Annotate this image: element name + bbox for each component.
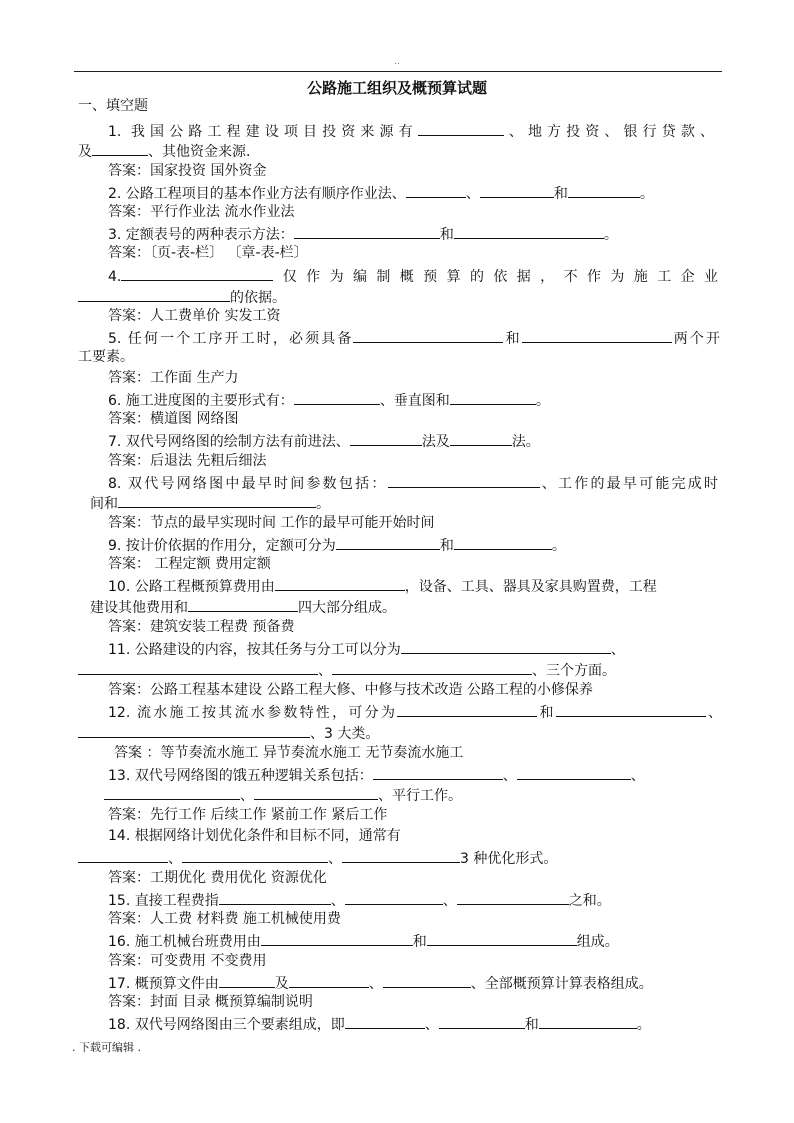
question-13-line-2: 、 、平行工作。: [104, 786, 462, 804]
question-8-line-1: 8. 双代号网络图中最早时间参数包括： 、工作的最早可能完成时: [108, 476, 719, 492]
answer-15: 答案：人工费 材料费 施工机械使用费: [108, 911, 341, 927]
answer-6: 答案：横道图 网络图: [108, 411, 239, 427]
question-8-line-2: 间和 。: [90, 496, 330, 512]
answer-4: 答案：人工费单价 实发工资: [108, 308, 281, 324]
header-rule: [74, 71, 722, 72]
question-14-line-2: 、 、 3 种优化形式。: [78, 849, 557, 867]
question-15: 15. 直接工程费指 、 、 之和。: [108, 893, 611, 909]
footer-note: . 下载可编辑 .: [72, 1041, 141, 1054]
question-14-line-1: 14. 根据网络计划优化条件和目标不同，通常有: [108, 828, 401, 844]
answer-16: 答案：可变费用 不变费用: [108, 953, 267, 969]
page-title: 公路施工组织及概预算试题: [306, 79, 487, 97]
answer-10: 答案：建筑安装工程费 预备费: [108, 619, 295, 635]
question-17: 17. 概预算文件由 及 、 、全部概预算计算表格组成。: [108, 976, 653, 992]
answer-5: 答案：工作面 生产力: [108, 370, 239, 386]
question-2: 2. 公路工程项目的基本作业方法有顺序作业法、 、 和 。: [108, 186, 654, 202]
question-4-line-2: 的依据。: [78, 288, 286, 306]
answer-2: 答案：平行作业法 流水作业法: [108, 204, 295, 220]
answer-17: 答案：封面 目录 概预算编制说明: [108, 994, 313, 1010]
answer-14: 答案：工期优化 费用优化 资源优化: [108, 870, 327, 886]
question-16: 16. 施工机械台班费用由 和 组成。: [108, 934, 619, 950]
question-4-line-1: 4. 仅作为编制概预算的依据，不作为施工企业: [108, 269, 718, 285]
answer-9: 答案： 工程定额 费用定额: [108, 556, 271, 572]
question-5-line-1: 5. 任何一个工序开工时，必须具备 和 两个开: [108, 331, 720, 347]
question-12-line-1: 12. 流水施工按其流水参数特性，可分为 和 、: [108, 705, 722, 721]
question-10-line-1: 10. 公路工程概预算费用由 ，设备、工具、器具及家具购置费，工程: [108, 579, 657, 595]
question-3: 3. 定额表号的两种表示方法： 和 。: [108, 227, 618, 243]
question-5-line-2: 工要素。: [78, 349, 134, 365]
question-1-line-2: 及 、其他资金来源.: [78, 144, 251, 160]
answer-7: 答案：后退法 先粗后细法: [108, 453, 267, 469]
question-6: 6. 施工进度图的主要形式有： 、垂直图和 。: [108, 393, 550, 409]
question-11-line-2: 、 、三个方面。: [78, 661, 616, 679]
answer-1: 答案：国家投资 国外资金: [108, 163, 267, 179]
header-mark: ..: [394, 57, 400, 67]
question-9: 9. 按计价依据的作用分，定额可分为 和 。: [108, 538, 566, 554]
question-13-line-1: 13. 双代号网络图的饿五种逻辑关系包括： 、 、: [108, 768, 645, 784]
question-1-line-1: 1. 我国公路工程建设项目投资来源有 、地方投资、银行贷款、: [108, 124, 715, 140]
question-18: 18. 双代号网络图由三个要素组成，即 、 和 。: [108, 1017, 651, 1033]
section-heading: 一、填空题: [78, 98, 148, 114]
answer-3: 答案：〔页-表-栏〕 〔章-表-栏〕: [108, 245, 308, 261]
question-10-line-2: 建设其他费用和 四大部分组成。: [90, 600, 396, 616]
answer-11: 答案：公路工程基本建设 公路工程大修、中修与技术改造 公路工程的小修保养: [108, 682, 593, 698]
answer-12: 答案 ：等节奏流水施工 异节奏流水施工 无节奏流水施工: [114, 745, 464, 761]
question-11-line-1: 11. 公路建设的内容，按其任务与分工可以分为 、: [108, 642, 625, 658]
answer-13: 答案：先行工作 后续工作 紧前工作 紧后工作: [108, 807, 388, 823]
question-7: 7. 双代号网络图的绘制方法有前进法、 法及 法。: [108, 434, 540, 450]
answer-8: 答案：节点的最早实现时间 工作的最早可能开始时间: [108, 515, 435, 531]
question-12-line-2: 、3 大类。: [78, 724, 379, 742]
